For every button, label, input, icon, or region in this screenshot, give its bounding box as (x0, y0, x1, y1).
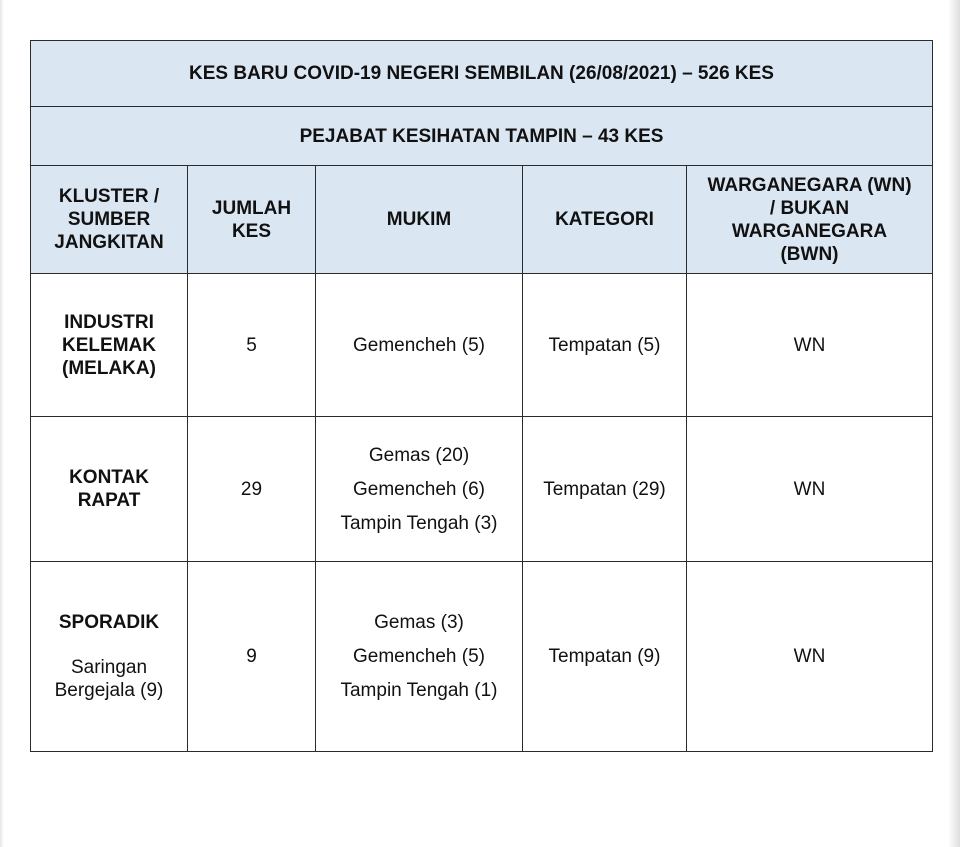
kluster-sub-line: Saringan (70, 657, 148, 678)
office-row (31, 107, 933, 166)
kluster-line: SPORADIK (58, 612, 160, 633)
cell-kategori: Tempatan (5) (523, 274, 687, 417)
header-kluster (31, 166, 188, 274)
cell-jumlah: 9 (188, 562, 316, 752)
header-kluster-line: KLUSTER / (58, 186, 160, 207)
page-edge-left (0, 0, 4, 847)
header-kluster-line: JANGKITAN (54, 232, 164, 253)
header-warganegara-line: (BWN) (780, 243, 839, 265)
kluster-sub-label (37, 656, 181, 702)
header-warganegara-line: WARGANEGARA (WN) (707, 174, 912, 196)
header-warganegara (687, 166, 933, 274)
cell-kluster (31, 274, 188, 417)
table-title: KES BARU COVID-19 NEGERI SEMBILAN (26/08/2021) – 526 KES (31, 41, 933, 107)
kluster-line: (MELAKA) (62, 357, 156, 379)
mukim-entry: Tampin Tengah (1) (340, 680, 498, 701)
table-row (31, 562, 933, 752)
mukim-entry: Gemencheh (5) (352, 646, 485, 667)
title-row (31, 41, 933, 107)
mukim-entry: Gemencheh (5) (352, 334, 485, 356)
kluster-line: RAPAT (77, 490, 141, 511)
kluster-line: INDUSTRI (64, 311, 154, 333)
cell-jumlah: 5 (188, 274, 316, 417)
mukim-entry: Tampin Tengah (3) (340, 512, 498, 534)
header-mukim: MUKIM (316, 166, 523, 274)
cell-warganegara: WN (687, 562, 933, 752)
cell-mukim (316, 417, 523, 562)
table-row (31, 274, 933, 417)
mukim-entry: Gemas (20) (368, 444, 470, 466)
cell-mukim (316, 562, 523, 752)
column-header-row (31, 166, 933, 274)
header-jumlah-line: JUMLAH (211, 197, 292, 219)
mukim-entry: Gemas (3) (374, 612, 464, 633)
cell-mukim (316, 274, 523, 417)
cell-kategori: Tempatan (29) (523, 417, 687, 562)
page-edge-right (948, 0, 960, 847)
cell-warganegara: WN (687, 417, 933, 562)
header-kluster-line: SUMBER (67, 209, 151, 230)
kluster-sub-line: Bergejala (9) (54, 680, 164, 701)
office-heading: PEJABAT KESIHATAN TAMPIN – 43 KES (31, 107, 933, 166)
mukim-entry: Gemencheh (6) (352, 478, 485, 500)
header-jumlah (188, 166, 316, 274)
cell-kluster (31, 417, 188, 562)
cell-kluster (31, 562, 188, 752)
table-row (31, 417, 933, 562)
header-jumlah-line: KES (231, 220, 272, 242)
cell-kategori: Tempatan (9) (523, 562, 687, 752)
kluster-line: KELEMAK (62, 334, 156, 356)
cell-jumlah: 29 (188, 417, 316, 562)
covid-cases-table (30, 40, 933, 752)
cell-warganegara: WN (687, 274, 933, 417)
header-warganegara-line: WARGANEGARA (731, 220, 888, 242)
header-warganegara-line: / BUKAN (769, 197, 850, 219)
kluster-line: KONTAK (69, 467, 149, 488)
header-kategori: KATEGORI (523, 166, 687, 274)
